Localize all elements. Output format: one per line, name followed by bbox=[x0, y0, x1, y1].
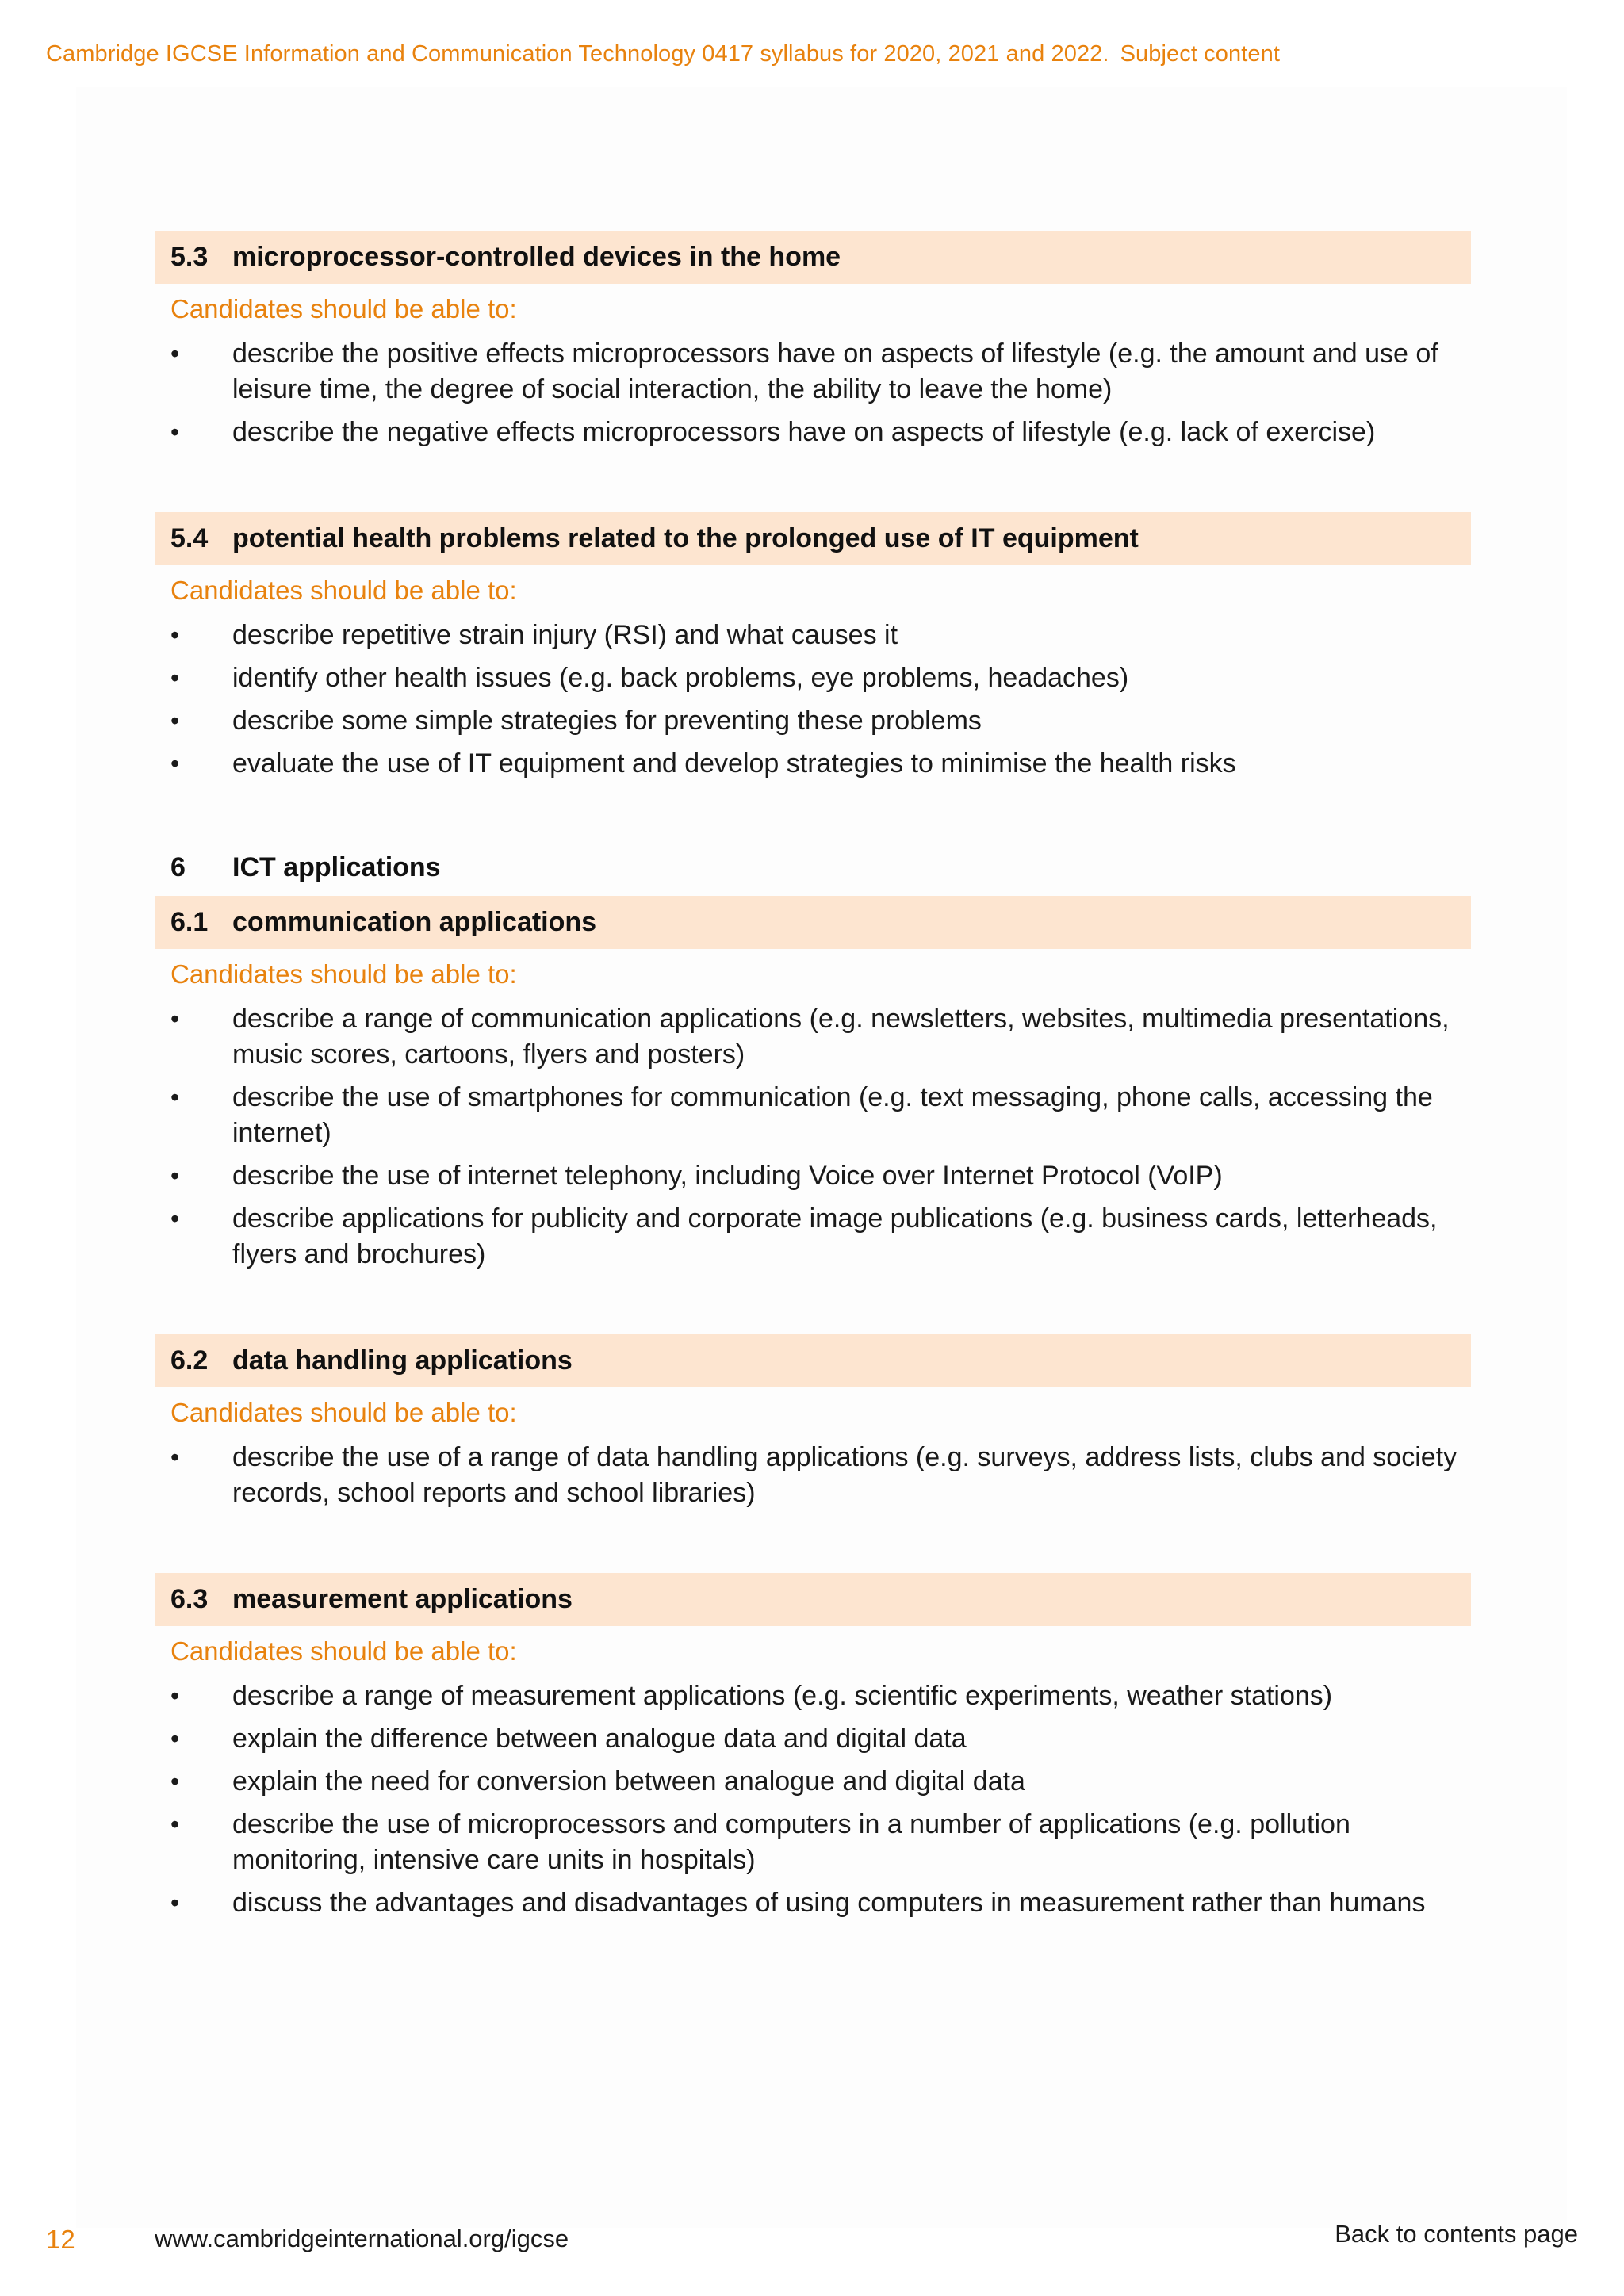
bullet-icon: • bbox=[170, 1888, 180, 1917]
section-5-3 bbox=[155, 231, 1471, 450]
section-number: 5.3 bbox=[170, 242, 209, 272]
list-item: • describe applications for publicity and corporate image publications (e.g. business cards, letterheads, flyers and brochures) bbox=[155, 1201, 1471, 1272]
bullet-icon: • bbox=[170, 749, 180, 778]
section-title: measurement applications bbox=[232, 1584, 573, 1614]
bullet-icon: • bbox=[170, 418, 180, 446]
list-item: • evaluate the use of IT equipment and develop strategies to minimise the health risks bbox=[155, 746, 1471, 782]
section-intro: Candidates should be able to: bbox=[170, 1398, 517, 1427]
list-item: • describe the use of internet telephony, including Voice over Internet Protocol (VoIP) bbox=[155, 1158, 1471, 1194]
running-header bbox=[46, 41, 1280, 67]
section-intro: Candidates should be able to: bbox=[170, 959, 517, 989]
section-title: potential health problems related to the prolonged use of IT equipment bbox=[232, 523, 1139, 553]
list-item: • describe the use of a range of data handling applications (e.g. surveys, address lists, clubs and society records, school reports and school libraries) bbox=[155, 1440, 1471, 1511]
objectives-list bbox=[155, 336, 1471, 450]
section-6-3 bbox=[155, 1573, 1471, 1921]
header-title: Cambridge IGCSE Information and Communication Technology 0417 syllabus for 2020, 2021 and 2022. bbox=[46, 41, 1109, 67]
bullet-icon: • bbox=[170, 664, 180, 692]
section-number: 6.1 bbox=[170, 907, 209, 937]
list-item: • explain the difference between analogue data and digital data bbox=[155, 1721, 1471, 1757]
bullet-icon: • bbox=[170, 1004, 180, 1033]
chapter-number: 6 bbox=[170, 851, 186, 882]
objectives-list bbox=[155, 618, 1471, 782]
bullet-icon: • bbox=[170, 339, 180, 368]
page-number: 12 bbox=[46, 2225, 75, 2254]
list-item: • describe repetitive strain injury (RSI) and what causes it bbox=[155, 618, 1471, 653]
objectives-list bbox=[155, 1678, 1471, 1921]
section-heading bbox=[155, 896, 1471, 949]
header-section: Subject content bbox=[1120, 41, 1280, 67]
main-content bbox=[155, 231, 1471, 1928]
objectives-list bbox=[155, 1440, 1471, 1511]
section-heading bbox=[155, 512, 1471, 565]
bullet-icon: • bbox=[170, 1724, 180, 1753]
section-title: microprocessor-controlled devices in the home bbox=[232, 242, 841, 272]
section-intro: Candidates should be able to: bbox=[170, 576, 517, 605]
list-item: • describe a range of measurement applications (e.g. scientific experiments, weather stations) bbox=[155, 1678, 1471, 1714]
website-link[interactable]: www.cambridgeinternational.org/igcse bbox=[155, 2225, 569, 2252]
objectives-list bbox=[155, 1001, 1471, 1272]
list-item: • describe the positive effects microprocessors have on aspects of lifestyle (e.g. the amount and use of leisure time, the degree of social interaction, the ability to leave the home) bbox=[155, 336, 1471, 408]
bullet-icon: • bbox=[170, 1204, 180, 1233]
list-item: • describe the negative effects microprocessors have on aspects of lifestyle (e.g. lack of exercise) bbox=[155, 415, 1471, 450]
back-to-contents-link[interactable]: Back to contents page bbox=[1335, 2220, 1578, 2248]
section-heading bbox=[155, 231, 1471, 284]
bullet-icon: • bbox=[170, 1443, 180, 1471]
section-intro: Candidates should be able to: bbox=[170, 1636, 517, 1666]
section-title: communication applications bbox=[232, 907, 597, 937]
section-6-2 bbox=[155, 1334, 1471, 1511]
section-intro: Candidates should be able to: bbox=[170, 294, 517, 323]
chapter-title: ICT applications bbox=[232, 851, 441, 882]
list-item: • describe the use of smartphones for communication (e.g. text messaging, phone calls, accessing the internet) bbox=[155, 1080, 1471, 1151]
section-5-4 bbox=[155, 512, 1471, 782]
list-item: • discuss the advantages and disadvantages of using computers in measurement rather than humans bbox=[155, 1885, 1471, 1921]
list-item: • identify other health issues (e.g. back problems, eye problems, headaches) bbox=[155, 660, 1471, 696]
list-item: • describe some simple strategies for preventing these problems bbox=[155, 703, 1471, 739]
list-item: • explain the need for conversion between analogue and digital data bbox=[155, 1764, 1471, 1800]
bullet-icon: • bbox=[170, 1161, 180, 1190]
list-item: • describe the use of microprocessors and computers in a number of applications (e.g. pollution monitoring, intensive care units in hospitals) bbox=[155, 1807, 1471, 1878]
bullet-icon: • bbox=[170, 1682, 180, 1710]
chapter-6 bbox=[155, 844, 1471, 1272]
bullet-icon: • bbox=[170, 1810, 180, 1839]
bullet-icon: • bbox=[170, 1767, 180, 1796]
section-heading bbox=[155, 1334, 1471, 1387]
bullet-icon: • bbox=[170, 1083, 180, 1112]
chapter-heading bbox=[155, 844, 1471, 891]
section-number: 6.3 bbox=[170, 1584, 209, 1614]
bullet-icon: • bbox=[170, 621, 180, 649]
list-item: • describe a range of communication applications (e.g. newsletters, websites, multimedia presentations, music scores, cartoons, flyers and posters) bbox=[155, 1001, 1471, 1073]
section-title: data handling applications bbox=[232, 1345, 573, 1376]
section-number: 5.4 bbox=[170, 523, 209, 553]
bullet-icon: • bbox=[170, 706, 180, 735]
section-number: 6.2 bbox=[170, 1345, 209, 1376]
section-heading bbox=[155, 1573, 1471, 1626]
